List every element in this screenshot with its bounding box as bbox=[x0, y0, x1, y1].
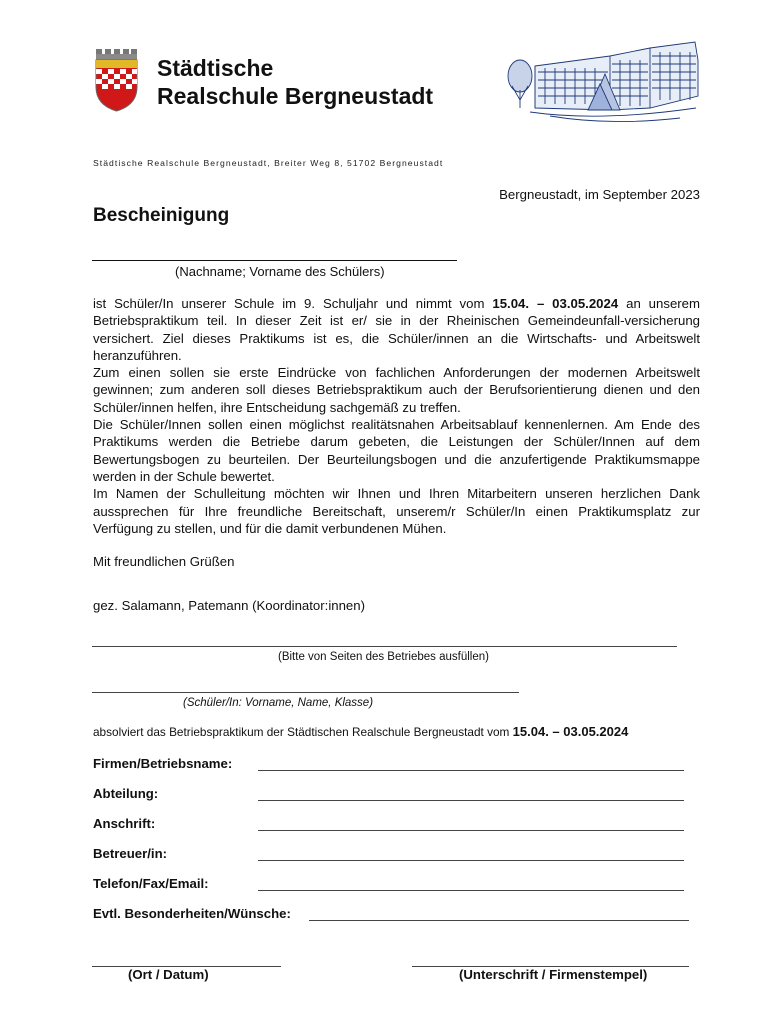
field-label-supervisor: Betreuer/in: bbox=[93, 846, 168, 861]
field-line-address[interactable] bbox=[258, 830, 684, 831]
field-line-special[interactable] bbox=[309, 920, 689, 921]
field-label-contact: Telefon/Fax/Email: bbox=[93, 876, 209, 891]
paragraph-1: ist Schüler/In unserer Schule im 9. Schuljahr und nimmt vom 15.04. – 03.05.2024 an unserem Betriebspraktikum teil. In dieser Zeit ist er/ sie in der Rheinischen Gemeindeunfall-versicherung versichert. Ziel dieses Praktikums ist es, die Schüler/innen an die Wirtschafts- und Arbeitswelt heranzuführen. bbox=[93, 296, 700, 363]
field-line-contact[interactable] bbox=[258, 890, 684, 891]
signature-stamp-caption: (Unterschrift / Firmenstempel) bbox=[459, 967, 648, 982]
company-fill-caption: (Bitte von Seiten des Betriebes ausfüllen) bbox=[278, 651, 489, 663]
greeting: Mit freundlichen Grüßen bbox=[93, 554, 235, 569]
student-name-caption: (Nachname; Vorname des Schülers) bbox=[175, 264, 385, 279]
field-line-company[interactable] bbox=[258, 770, 684, 771]
school-name-line2: Realschule Bergneustadt bbox=[157, 83, 434, 109]
field-line-department[interactable] bbox=[258, 800, 684, 801]
school-name bbox=[157, 54, 433, 110]
coat-of-arms-icon bbox=[93, 47, 139, 113]
paragraph-2: Zum einen sollen sie erste Eindrücke von fachlichen Anforderungen der modernen Arbeitswelt gewinnen; zum anderen soll dieses Betriebspraktikum auch der Berufsorientierung dienen und den Schüler/innen helfen, ihre Entscheidung sachgemäß zu treffen. bbox=[93, 365, 700, 415]
statement-dates: 15.04. – 03.05.2024 bbox=[512, 724, 629, 739]
field-label-department: Abteilung: bbox=[93, 786, 159, 801]
company-fill-line[interactable] bbox=[92, 646, 677, 647]
field-label-company: Firmen/Betriebsname: bbox=[93, 756, 233, 771]
field-label-address: Anschrift: bbox=[93, 816, 156, 831]
sender-address: Städtische Realschule Bergneustadt, Breiter Weg 8, 51702 Bergneustadt bbox=[93, 158, 444, 168]
student-name-line[interactable] bbox=[92, 260, 457, 261]
letter-body bbox=[93, 295, 700, 537]
internship-statement: absolviert das Betriebspraktikum der Städtischen Realschule Bergneustadt vom 15.04. – 03.05.2024 bbox=[93, 724, 629, 739]
document-title: Bescheinigung bbox=[93, 205, 230, 226]
internship-dates: 15.04. – 03.05.2024 bbox=[492, 296, 619, 311]
student-details-caption: (Schüler/In: Vorname, Name, Klasse) bbox=[183, 697, 374, 709]
school-name-line1: Städtische bbox=[157, 55, 274, 81]
paragraph-3: Die Schüler/Innen sollen einen möglichst realitätsnahen Arbeitsablauf kennenlernen. Am Ende des Praktikums werden die Betriebe darum gebeten, die Leistungen der Schüler/Innen auf dem Bewertungsbogen zu beurteilen. Der Beurteilungsbogen und die anzufertigende Praktikumsmappe werden in der Schule bewertet. bbox=[93, 417, 700, 484]
paragraph-4: Im Namen der Schulleitung möchten wir Ihnen und Ihren Mitarbeitern unseren herzlichen Dank aussprechen für Ihre freundliche Bereitschaft, unserem/r Schüler/In einen Praktikumsplatz zur Verfügung zu stellen, und für die damit verbundenen Mühen. bbox=[93, 486, 700, 536]
place-date-caption: (Ort / Datum) bbox=[128, 967, 209, 982]
field-line-supervisor[interactable] bbox=[258, 860, 684, 861]
letter-date: Bergneustadt, im September 2023 bbox=[499, 187, 700, 202]
field-label-special: Evtl. Besonderheiten/Wünsche: bbox=[93, 906, 291, 921]
student-details-line[interactable] bbox=[92, 692, 519, 693]
school-building-icon bbox=[500, 38, 700, 138]
signature-line-text: gez. Salamann, Patemann (Koordinator:innen) bbox=[93, 598, 365, 613]
